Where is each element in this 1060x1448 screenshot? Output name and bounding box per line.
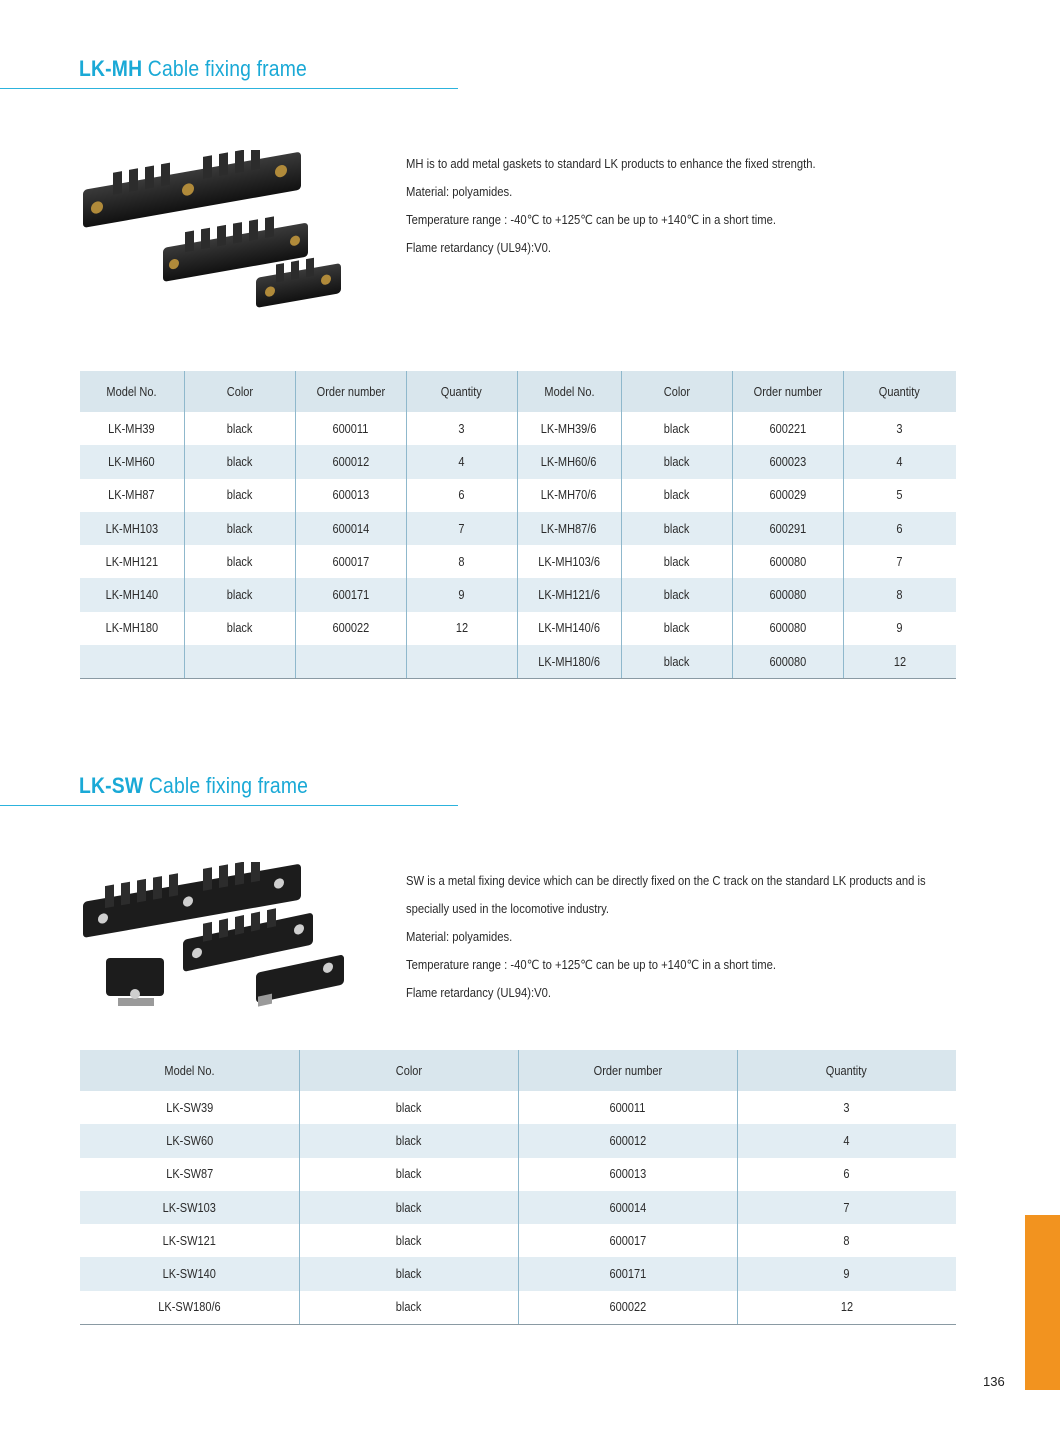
table-cell: 600080 <box>732 578 843 611</box>
spec-table-sw <box>80 1050 956 1325</box>
table-cell: LK-SW180/6 <box>80 1291 299 1325</box>
table-cell: black <box>299 1158 518 1191</box>
table-cell: 600013 <box>518 1158 737 1191</box>
table-cell: LK-MH87 <box>80 479 184 512</box>
table-cell: black <box>621 645 732 679</box>
table-cell: black <box>621 412 732 445</box>
table-row <box>80 578 956 611</box>
table-cell: LK-MH140/6 <box>517 612 621 645</box>
table-cell: LK-MH60/6 <box>517 445 621 478</box>
table-cell: black <box>184 479 295 512</box>
table-cell: LK-SW39 <box>80 1091 299 1124</box>
table-cell: black <box>184 545 295 578</box>
description-line: Material: polyamides. <box>406 930 513 944</box>
table-cell: 600171 <box>518 1257 737 1290</box>
table-cell: LK-MH60 <box>80 445 184 478</box>
table-cell: black <box>621 479 732 512</box>
description-line: Material: polyamides. <box>406 185 513 199</box>
table-cell: 600017 <box>295 545 406 578</box>
table-cell: 600014 <box>295 512 406 545</box>
table-header-row <box>80 371 956 412</box>
column-header: Order number <box>295 371 406 412</box>
column-header: Quantity <box>843 371 956 412</box>
table-cell: black <box>184 512 295 545</box>
table-cell: black <box>184 412 295 445</box>
table-cell: LK-SW140 <box>80 1257 299 1290</box>
description-line: specially used in the locomotive industry. <box>406 902 610 916</box>
table-row <box>80 1224 956 1257</box>
product-photo-sw <box>78 862 368 1022</box>
page-edge-tab <box>1025 1215 1060 1390</box>
title-rule <box>0 805 458 806</box>
table-cell: 3 <box>458 421 465 436</box>
table-cell: 5 <box>896 488 903 503</box>
table-cell: LK-MH121 <box>80 545 184 578</box>
table-cell: black <box>299 1091 518 1124</box>
table-cell: black <box>299 1191 518 1224</box>
title-text: Cable fixing frame <box>147 56 308 81</box>
table-cell: LK-MH87/6 <box>517 512 621 545</box>
title-rule <box>0 88 458 89</box>
table-cell: black <box>621 545 732 578</box>
table-cell: 600080 <box>732 545 843 578</box>
title-code: LK-SW <box>79 773 144 798</box>
table-cell: 600022 <box>518 1291 737 1325</box>
table-row <box>80 1158 956 1191</box>
table-row <box>80 1124 956 1157</box>
table-cell: LK-MH39/6 <box>517 412 621 445</box>
table-row <box>80 1191 956 1224</box>
description-line: SW is a metal fixing device which can be directly fixed on the C track on the standard LK products and is <box>406 874 926 888</box>
column-header: Order number <box>518 1050 737 1091</box>
table-cell: 600022 <box>295 612 406 645</box>
table-cell: 600221 <box>732 412 843 445</box>
table-row <box>80 1257 956 1290</box>
table-cell: 9 <box>737 1257 956 1290</box>
table-row <box>80 545 956 578</box>
description-line: Flame retardancy (UL94):V0. <box>406 986 552 1000</box>
table-row <box>80 612 956 645</box>
table-row <box>80 412 956 445</box>
table-cell: black <box>299 1224 518 1257</box>
table-row <box>80 645 956 679</box>
title-code: LK-MH <box>79 56 143 81</box>
table-cell: LK-SW121 <box>80 1224 299 1257</box>
table-cell: 6 <box>843 1167 850 1182</box>
table-cell: black <box>184 612 295 645</box>
table-cell: black <box>621 512 732 545</box>
table-cell: LK-MH39 <box>80 412 184 445</box>
table-cell: black <box>299 1124 518 1157</box>
table-cell: black <box>299 1257 518 1290</box>
column-header: Quantity <box>737 1050 956 1091</box>
column-header: Model No. <box>80 371 184 412</box>
table-cell: 7 <box>737 1191 956 1224</box>
table-cell: 12 <box>737 1291 956 1325</box>
table-row <box>80 1091 956 1124</box>
table-cell: 600029 <box>732 479 843 512</box>
table-cell: black <box>621 445 732 478</box>
table-cell: LK-SW87 <box>80 1158 299 1191</box>
page-number: 136 <box>983 1374 1005 1389</box>
table-cell: LK-MH103 <box>80 512 184 545</box>
table-cell: 600013 <box>295 479 406 512</box>
table-cell: 4 <box>406 445 517 478</box>
table-cell <box>406 645 517 679</box>
table-cell: 600017 <box>518 1224 737 1257</box>
description-sw <box>406 867 1006 1007</box>
table-cell: LK-MH180 <box>80 612 184 645</box>
table-cell: 600014 <box>518 1191 737 1224</box>
table-cell: 600011 <box>295 412 406 445</box>
table-cell: 7 <box>896 554 903 569</box>
product-photo-mh <box>78 150 368 315</box>
description-line: Temperature range : -40℃ to +125℃ can be up to +140℃ in a short time. <box>406 213 776 227</box>
table-row <box>80 512 956 545</box>
title-text: Cable fixing frame <box>148 773 309 798</box>
table-cell: 8 <box>843 578 956 611</box>
column-header: Quantity <box>406 371 517 412</box>
table-cell: black <box>621 612 732 645</box>
column-header: Model No. <box>80 1050 299 1091</box>
table-cell: LK-SW103 <box>80 1191 299 1224</box>
table-cell: black <box>184 445 295 478</box>
table-cell: LK-MH140 <box>80 578 184 611</box>
table-cell: 600291 <box>732 512 843 545</box>
column-header: Model No. <box>517 371 621 412</box>
table-row <box>80 1291 956 1325</box>
section-title-mh <box>79 56 307 82</box>
table-cell: LK-SW60 <box>80 1124 299 1157</box>
table-cell: 8 <box>843 1233 850 1248</box>
description-mh <box>406 150 861 262</box>
column-header: Order number <box>732 371 843 412</box>
table-cell: black <box>184 578 295 611</box>
table-cell: 12 <box>843 645 956 679</box>
table-cell: 600011 <box>518 1091 737 1124</box>
description-line: Temperature range : -40℃ to +125℃ can be up to +140℃ in a short time. <box>406 958 776 972</box>
column-header: Color <box>299 1050 518 1091</box>
table-cell: 600023 <box>732 445 843 478</box>
table-cell <box>295 645 406 679</box>
table-cell: LK-MH121/6 <box>517 578 621 611</box>
table-cell: 8 <box>458 554 465 569</box>
table-cell: 600012 <box>518 1124 737 1157</box>
spec-table-mh <box>80 371 956 679</box>
table-cell: black <box>621 578 732 611</box>
table-cell: 4 <box>843 445 956 478</box>
table-cell: 4 <box>737 1124 956 1157</box>
table-cell: black <box>299 1291 518 1325</box>
table-cell: 9 <box>406 578 517 611</box>
table-cell: 9 <box>896 621 903 636</box>
section-title-sw <box>79 773 308 799</box>
table-row <box>80 445 956 478</box>
table-cell: 600080 <box>732 645 843 679</box>
table-cell: 600012 <box>295 445 406 478</box>
table-cell: 6 <box>458 488 465 503</box>
table-cell: 12 <box>455 621 468 636</box>
table-cell: 6 <box>843 512 956 545</box>
table-cell: LK-MH180/6 <box>517 645 621 679</box>
table-header-row <box>80 1050 956 1091</box>
table-cell: 3 <box>896 421 903 436</box>
table-cell: 7 <box>406 512 517 545</box>
table-cell: 600171 <box>295 578 406 611</box>
description-line: MH is to add metal gaskets to standard LK products to enhance the fixed strength. <box>406 157 816 171</box>
table-cell: 3 <box>843 1100 850 1115</box>
table-cell: LK-MH103/6 <box>517 545 621 578</box>
table-cell <box>80 645 184 679</box>
table-cell: LK-MH70/6 <box>517 479 621 512</box>
column-header: Color <box>621 371 732 412</box>
table-cell <box>184 645 295 679</box>
table-row <box>80 479 956 512</box>
column-header: Color <box>184 371 295 412</box>
description-line: Flame retardancy (UL94):V0. <box>406 241 552 255</box>
table-cell: 600080 <box>732 612 843 645</box>
